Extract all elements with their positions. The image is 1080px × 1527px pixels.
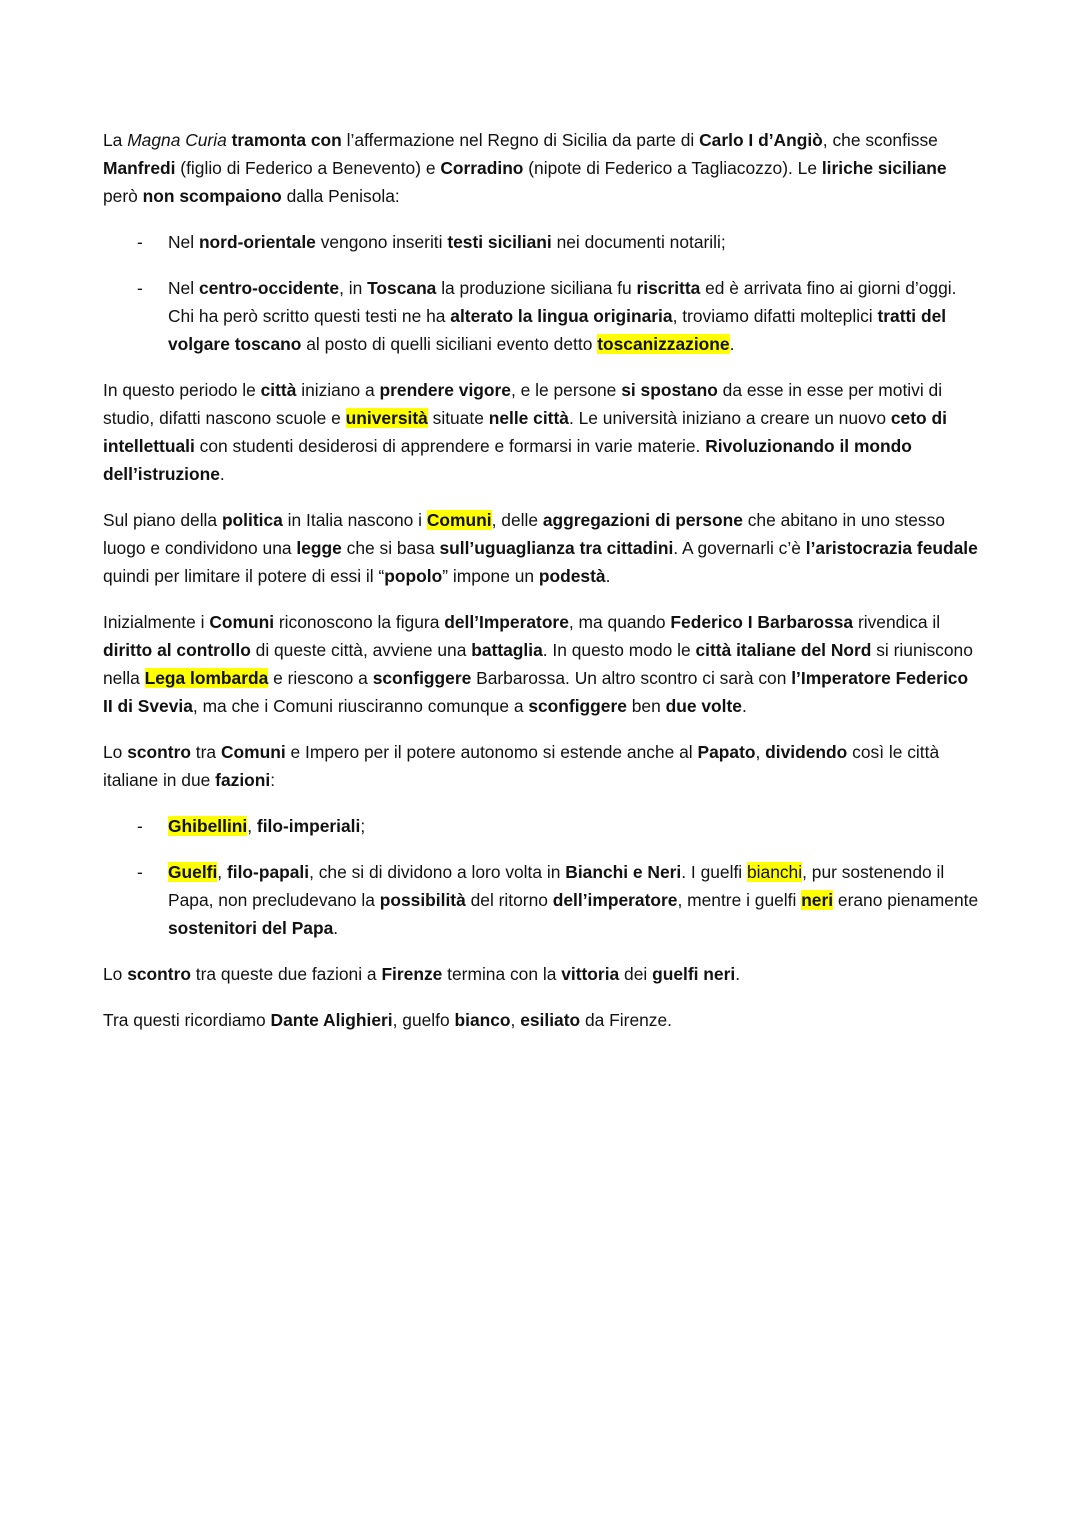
- bold-term: ceto di intellettuali: [103, 408, 947, 456]
- text-run: di queste città, avviene una: [250, 640, 472, 660]
- highlighted-term: Lega lombarda: [144, 668, 269, 688]
- bold-term: alterato la lingua originaria: [450, 306, 673, 326]
- bold-term: sull’uguaglianza tra cittadini: [439, 538, 674, 558]
- text-run: Lo: [103, 964, 128, 984]
- text-run: , ma che i Comuni riusciranno comunque a: [192, 696, 529, 716]
- bold-term: Toscana: [367, 278, 437, 298]
- bold-term: podestà: [538, 566, 606, 586]
- text-run: ed è arrivata fino ai giorni d’oggi. Chi ha però scritto questi testi ne ha: [168, 278, 957, 326]
- highlighted-term: neri: [801, 890, 834, 910]
- list-factions: [103, 812, 980, 942]
- text-run: , che si di dividono a loro volta in: [309, 862, 566, 882]
- text-run: da Firenze.: [580, 1010, 672, 1030]
- bold-term: Comuni: [209, 612, 275, 632]
- bold-term: sconfiggere: [372, 668, 472, 688]
- text-run: , troviamo difatti molteplici: [672, 306, 878, 326]
- text-run: , guelfo: [392, 1010, 455, 1030]
- text-run: con studenti desiderosi di apprendere e formarsi in varie materie.: [194, 436, 706, 456]
- text-run: però: [103, 186, 143, 206]
- bold-term: Dante Alighieri: [270, 1010, 393, 1030]
- text-run: . Le università iniziano a creare un nuovo: [568, 408, 891, 428]
- text-run: .: [741, 696, 747, 716]
- bold-term: l’Imperatore Federico II di Svevia: [103, 668, 969, 716]
- bold-term: scontro: [127, 964, 191, 984]
- text-run: iniziano a: [296, 380, 380, 400]
- text-run: , mentre i guelfi: [677, 890, 802, 910]
- bullet-dash: -: [137, 232, 143, 252]
- bullet-dash: -: [137, 816, 143, 836]
- bold-term: battaglia: [471, 640, 543, 660]
- bold-term: guelfi neri: [652, 964, 736, 984]
- bold-term: prendere vigore: [379, 380, 511, 400]
- bold-term: popolo: [384, 566, 443, 586]
- list-item: [103, 228, 980, 256]
- bold-term: dividendo: [765, 742, 848, 762]
- bold-term: Rivoluzionando il mondo dell’istruzione: [103, 436, 912, 484]
- bold-term: possibilità: [379, 890, 466, 910]
- text-run: ;: [360, 816, 366, 836]
- paragraph-comuni: [103, 506, 980, 590]
- bold-term: nord-orientale: [198, 232, 316, 252]
- bold-term: esiliato: [520, 1010, 581, 1030]
- bold-term: nelle città: [488, 408, 569, 428]
- highlighted-term: università: [345, 408, 428, 428]
- text-run: ,: [510, 1010, 521, 1030]
- text-run: ,: [217, 862, 227, 882]
- highlighted-term: bianchi: [746, 862, 803, 882]
- paragraph-barbarossa: [103, 608, 980, 720]
- bold-term: dell’Imperatore: [444, 612, 569, 632]
- bold-term: dell’imperatore: [552, 890, 678, 910]
- text-run: In questo periodo le: [103, 380, 261, 400]
- text-run: .: [605, 566, 611, 586]
- highlighted-term: toscanizzazione: [597, 334, 730, 354]
- text-run: , pur sostenendo il Papa, non precludevano la: [168, 862, 945, 910]
- bold-term: città: [260, 380, 297, 400]
- bold-term: Carlo I d’Angiò: [699, 130, 823, 150]
- list-item: [103, 274, 980, 358]
- text-run: Nel: [168, 278, 199, 298]
- bold-term: Federico I Barbarossa: [670, 612, 854, 632]
- highlighted-term: Guelfi: [168, 862, 218, 882]
- text-run: , delle: [491, 510, 543, 530]
- text-run: rivendica il: [853, 612, 941, 632]
- bold-term: Bianchi e Neri: [565, 862, 682, 882]
- text-run: erano pienamente: [833, 890, 979, 910]
- bold-term: due volte: [665, 696, 742, 716]
- bold-term: fazioni: [215, 770, 271, 790]
- list-item: [103, 858, 980, 942]
- bold-term: filo-imperiali: [256, 816, 361, 836]
- bold-term: riscritta: [636, 278, 701, 298]
- bold-term: tratti del volgare toscano: [168, 306, 947, 354]
- bold-term: centro-occidente: [198, 278, 340, 298]
- text-run: situate: [427, 408, 489, 428]
- text-run: . I guelfi: [681, 862, 747, 882]
- text-run: e Impero per il potere autonomo si estende anche al: [285, 742, 698, 762]
- text-run: (figlio di Federico a Benevento) e: [175, 158, 441, 178]
- bold-term: Manfredi: [103, 158, 176, 178]
- text-run: Nel: [168, 232, 199, 252]
- text-run: , e le persone: [510, 380, 622, 400]
- bold-term: si spostano: [621, 380, 718, 400]
- text-run: tra: [190, 742, 221, 762]
- text-run: .: [735, 964, 741, 984]
- text-run: ,: [755, 742, 766, 762]
- bold-term: politica: [221, 510, 283, 530]
- bold-term: vittoria: [561, 964, 620, 984]
- text-run: ben: [626, 696, 666, 716]
- text-run: .: [729, 334, 735, 354]
- bold-term: filo-papali: [226, 862, 310, 882]
- text-run: da esse in esse per motivi di studio, difatti nascono scuole e: [103, 380, 943, 428]
- text-run: tra queste due fazioni a: [190, 964, 382, 984]
- bold-term: città italiane del Nord: [695, 640, 872, 660]
- text-run: che si basa: [341, 538, 440, 558]
- bold-term: sconfiggere: [528, 696, 627, 716]
- bold-term: Corradino: [440, 158, 524, 178]
- bold-term: Papato: [697, 742, 756, 762]
- italic-term: Magna Curia: [127, 130, 227, 150]
- text-run: termina con la: [442, 964, 562, 984]
- text-run: :: [270, 770, 276, 790]
- text-run: Lo: [103, 742, 128, 762]
- text-run: La: [103, 130, 128, 150]
- text-run: quindi per limitare il potere di essi il “: [103, 566, 385, 586]
- text-run: Sul piano della: [103, 510, 222, 530]
- bold-term: tramonta con: [231, 130, 342, 150]
- paragraph-dante: [103, 1006, 980, 1034]
- text-run: . A governarli c’è: [673, 538, 806, 558]
- bold-term: l’aristocrazia feudale: [805, 538, 978, 558]
- text-run: così le città italiane in due: [103, 742, 940, 790]
- highlighted-term: Ghibellini: [168, 816, 248, 836]
- paragraph-magna-curia: [103, 126, 980, 210]
- text-run: .: [219, 464, 225, 484]
- text-run: in Italia nascono i: [282, 510, 427, 530]
- text-run: Barbarossa. Un altro scontro ci sarà con: [471, 668, 792, 688]
- bold-term: testi siciliani: [447, 232, 552, 252]
- bold-term: diritto al controllo: [103, 640, 251, 660]
- text-run: Tra questi ricordiamo: [103, 1010, 271, 1030]
- bullet-dash: -: [137, 278, 143, 298]
- list-sicilian-lyrics: [103, 228, 980, 358]
- text-run: ” impone un: [442, 566, 539, 586]
- paragraph-factions: [103, 738, 980, 794]
- bold-term: scontro: [127, 742, 191, 762]
- bold-term: aggregazioni di persone: [542, 510, 743, 530]
- text-run: l’affermazione nel Regno di Sicilia da parte di: [341, 130, 700, 150]
- text-run: , ma quando: [568, 612, 671, 632]
- bold-term: bianco: [454, 1010, 511, 1030]
- text-run: e riescono a: [268, 668, 373, 688]
- text-run: del ritorno: [465, 890, 553, 910]
- text-run: , in: [339, 278, 368, 298]
- list-item: [103, 812, 980, 840]
- bold-term: liriche siciliane: [821, 158, 947, 178]
- bold-term: legge: [296, 538, 342, 558]
- bold-term: sostenitori del Papa: [168, 918, 334, 938]
- text-run: (nipote di Federico a Tagliacozzo). Le: [523, 158, 822, 178]
- text-run: dei: [619, 964, 653, 984]
- text-run: nei documenti notarili;: [551, 232, 726, 252]
- bold-term: non scompaiono: [142, 186, 282, 206]
- text-run: , che sconfisse: [822, 130, 938, 150]
- paragraph-florence: [103, 960, 980, 988]
- text-run: . In questo modo le: [542, 640, 696, 660]
- text-run: .: [333, 918, 339, 938]
- text-run: al posto di quelli siciliani evento detto: [301, 334, 598, 354]
- text-run: Inizialmente i: [103, 612, 210, 632]
- text-run: vengono inseriti: [315, 232, 448, 252]
- highlighted-term: Comuni: [426, 510, 492, 530]
- text-run: che abitano in uno stesso luogo e condividono una: [103, 510, 945, 558]
- text-run: ,: [247, 816, 257, 836]
- bullet-dash: -: [137, 862, 143, 882]
- text-run: la produzione siciliana fu: [436, 278, 637, 298]
- bold-term: Firenze: [381, 964, 443, 984]
- text-run: si riuniscono nella: [103, 640, 973, 688]
- text-run: dalla Penisola:: [281, 186, 400, 206]
- text-run: riconoscono la figura: [274, 612, 445, 632]
- bold-term: Comuni: [220, 742, 286, 762]
- paragraph-cities: [103, 376, 980, 488]
